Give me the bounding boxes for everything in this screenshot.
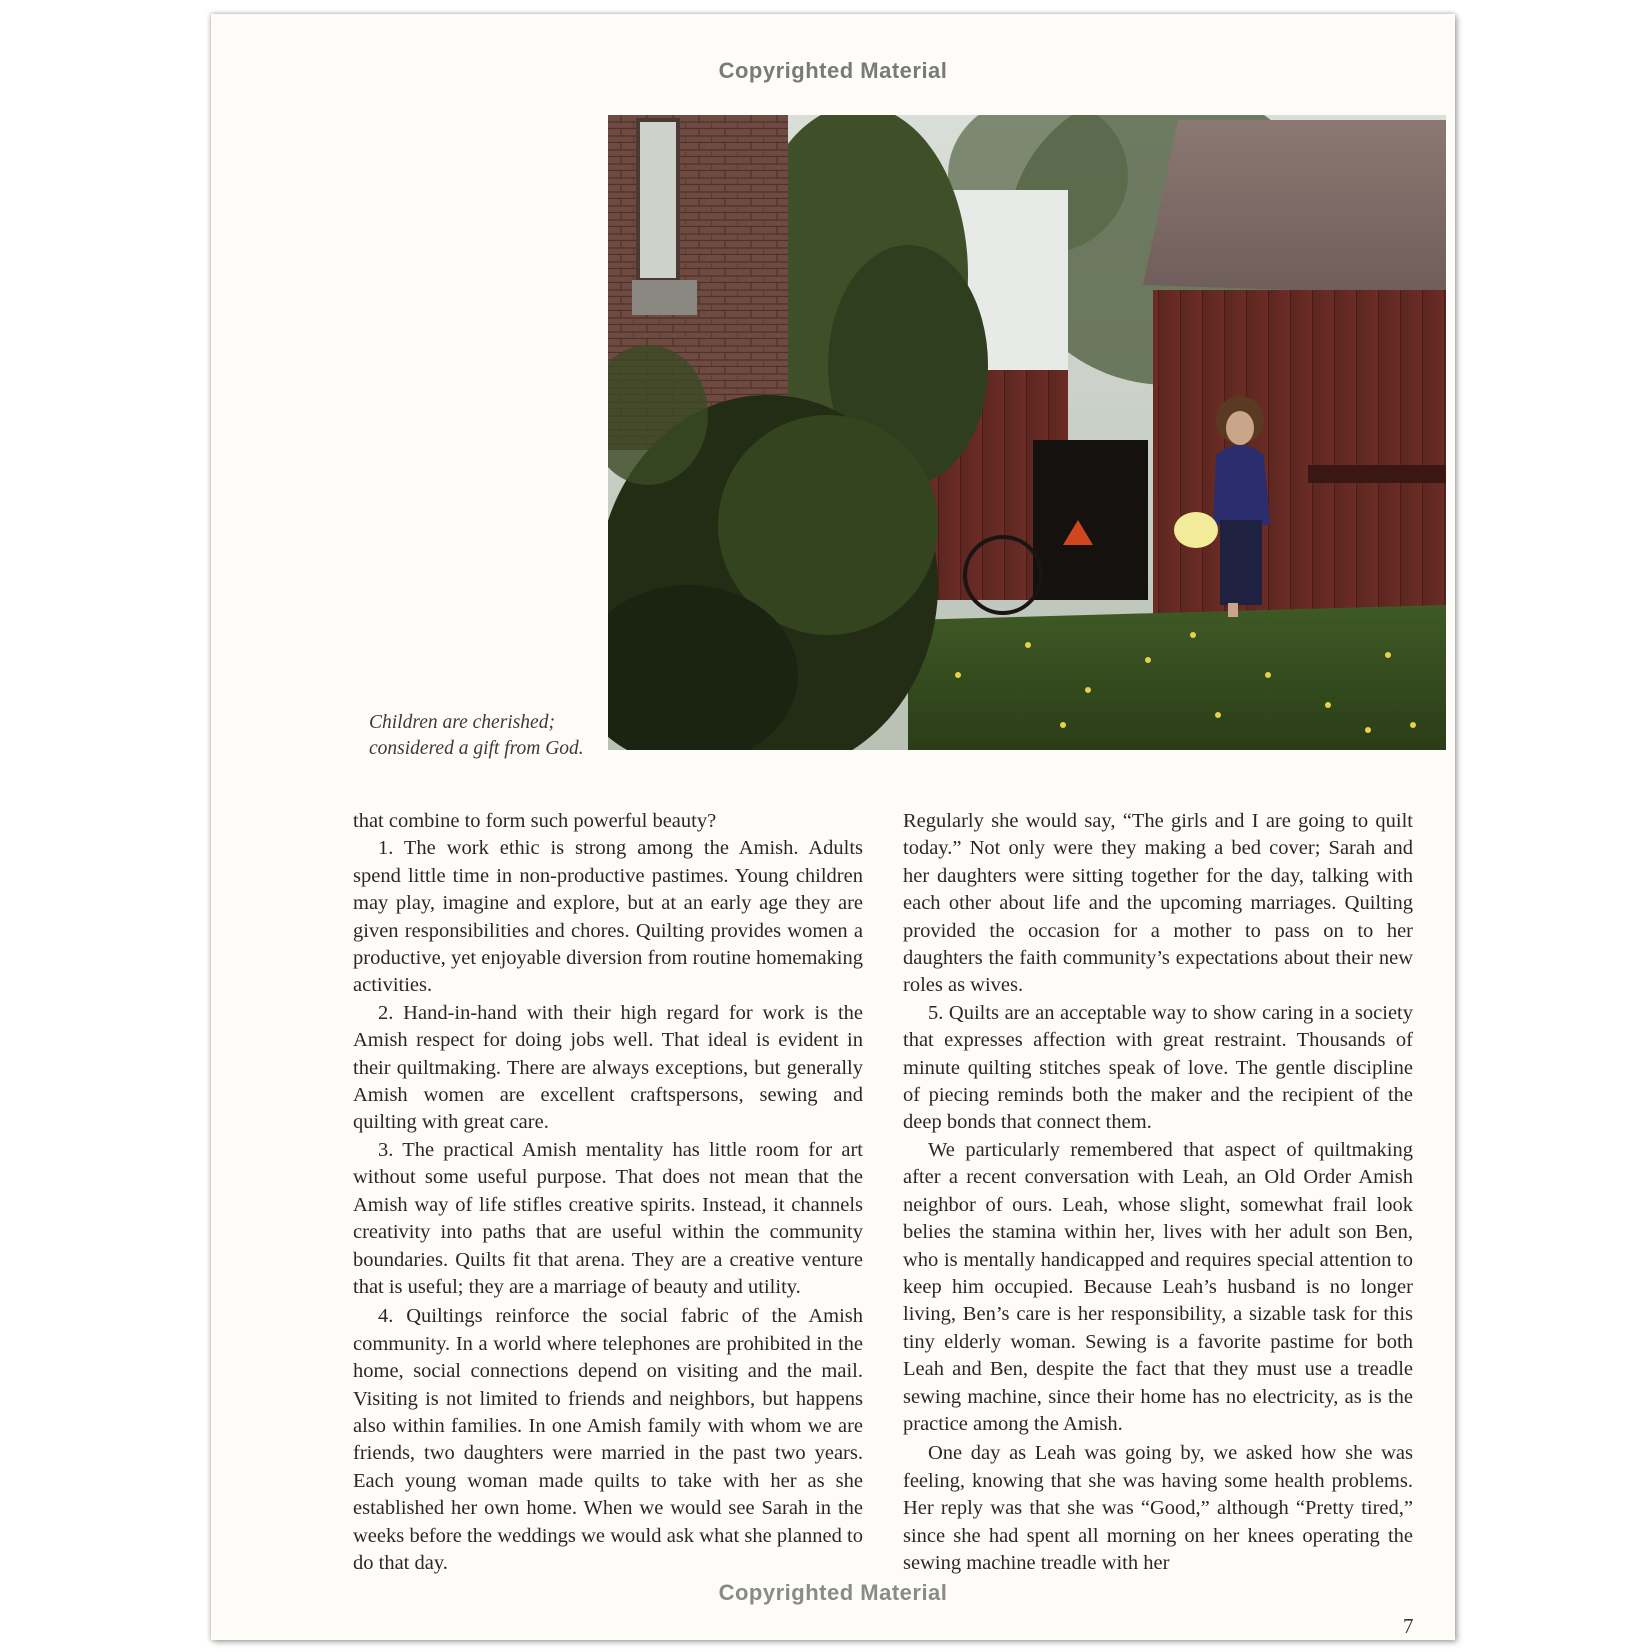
right-text-column — [903, 808, 1413, 1577]
left-text-column — [353, 808, 863, 1577]
paragraph: that combine to form such powerful beauty? — [353, 810, 717, 832]
watermark-top: Copyrighted Material — [718, 58, 948, 83]
photo-amish-child-barn — [608, 115, 1446, 750]
paragraph: 2. Hand-in-hand with their high regard for work is the Amish respect for doing jobs well. That ideal is evident in their quiltmaking. There are always exceptions, but generally Amish women are excellent craftspersons, sewing and quilting with great care. — [353, 1001, 863, 1134]
watermark-bottom: Copyrighted Material — [718, 1580, 948, 1605]
book-page — [211, 14, 1455, 1640]
page-number: 7 — [1403, 1614, 1414, 1638]
paragraph: We particularly remembered that aspect of quiltmaking after a recent conversation with Leah, an Old Order Amish neighbor of ours. Leah, whose slight, somewhat frail look belies the stamina within her, lives with her adult son Ben, who is mentally handicapped and requires special attention to keep him occupied. Because Leah’s husband is no longer living, Ben’s care is her responsibility, a sizable task for this tiny elderly woman. Sewing is a favorite pastime for both Leah and Ben, despite the fact that they must use a treadle sewing machine, since their home has no electricity, as is the practice among the Amish. — [903, 1138, 1413, 1435]
caption-line-1: Children are cherished; — [369, 712, 555, 733]
paragraph: Regularly she would say, “The girls and I are going to quilt today.” Not only were they making a bed cover; Sarah and her daughters were sitting together for the day, talking with each other about life and the upcoming marriages. Quilting provided the occasion for a mother to pass on to her daughters the faith community’s expectations about their new roles as wives. — [903, 810, 1413, 997]
paragraph: 1. The work ethic is strong among the Amish. Adults spend little time in non-productive pastimes. Young children may play, imagine and explore, but at an early age they are given responsibilities and chores. Quilting provides women a productive, yet enjoyable diversion from routine homemaking activities. — [353, 837, 863, 997]
photo-image — [608, 115, 1446, 750]
photo-caption — [369, 710, 599, 762]
paragraph: 3. The practical Amish mentality has little room for art without some useful purpose. That does not mean that the Amish way of life stifles creative spirits. Instead, it channels creativity into paths that are useful within the community boundaries. Quilts fit that arena. They are a creative venture that is useful; they are a marriage of beauty and utility. — [353, 1138, 863, 1298]
paragraph: One day as Leah was going by, we asked how she was feeling, knowing that she was having some health problems. Her reply was that she was “Good,” although “Pretty tired,” since she had spent all morning on her knees operating the sewing machine treadle with her — [903, 1442, 1413, 1574]
caption-line-2: considered a gift from God. — [369, 738, 584, 759]
paragraph: 5. Quilts are an acceptable way to show caring in a society that expresses affection with great restraint. Thousands of minute quilting stitches speak of love. The gentle discipline of piecing reminds both the maker and the recipient of the deep bonds that connect them. — [903, 1001, 1413, 1134]
paragraph: 4. Quiltings reinforce the social fabric of the Amish community. In a world where telephones are prohibited in the home, social connections depend on visiting and the mail. Visiting is not limited to friends and neighbors, but happens also within families. In one Amish family with whom we are friends, two daughters were married in the past two years. Each young woman made quilts to take with her as she established her own home. When we would see Sarah in the weeks before the weddings we would ask what she planned to do that day. — [353, 1305, 863, 1574]
